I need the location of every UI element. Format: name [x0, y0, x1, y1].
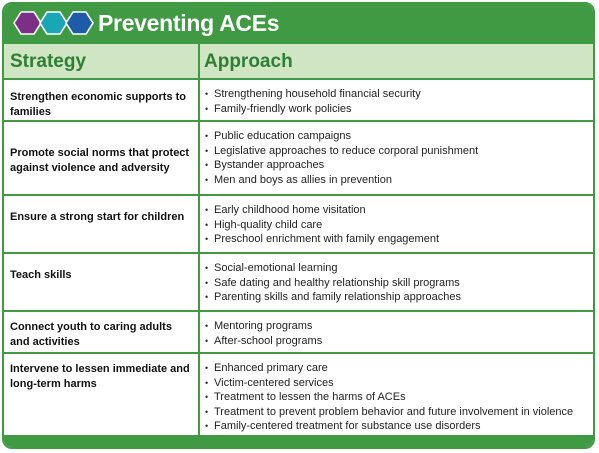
approach-item	[204, 87, 589, 102]
approach-item	[204, 334, 589, 349]
approach-text: Bystander approaches	[214, 159, 325, 171]
bullet-icon: •	[205, 160, 209, 170]
bullet-icon: •	[205, 377, 209, 388]
purple-hexagon-icon	[14, 12, 41, 34]
preventing-aces-card	[2, 2, 595, 449]
approach-text: Safe dating and healthy relationship skill programs	[214, 276, 460, 289]
approach-item	[204, 173, 589, 188]
bullet-icon: •	[205, 321, 209, 331]
bullet-icon: •	[205, 205, 209, 215]
approach-item	[204, 405, 589, 420]
bullet-icon: •	[205, 292, 209, 302]
bullet-icon: •	[205, 89, 209, 99]
approach-text: Victim-centered services	[214, 376, 334, 389]
table-row	[4, 354, 593, 437]
table-header-row	[4, 44, 593, 80]
approach-text: Treatment to prevent problem behavior and future involvement in violence	[214, 405, 574, 418]
strategy-cell: Strengthen economic supports to families	[10, 91, 187, 118]
bullet-icon: •	[205, 263, 209, 273]
column-divider	[198, 44, 200, 437]
bullet-icon: •	[205, 406, 209, 417]
approach-item	[204, 218, 589, 233]
table-row	[4, 254, 593, 312]
approach-list	[204, 261, 589, 305]
approach-list	[204, 203, 589, 247]
approach-item	[204, 129, 589, 144]
approach-item	[204, 376, 589, 391]
blue-hexagon-icon	[66, 12, 93, 34]
approach-list	[204, 319, 589, 348]
approach-item	[204, 102, 589, 117]
strategy-cell: Ensure a strong start for children	[10, 211, 185, 223]
approach-item	[204, 361, 589, 376]
approach-item	[204, 419, 589, 434]
approach-text: After-school programs	[214, 334, 323, 347]
bullet-icon: •	[205, 219, 209, 230]
table-row	[4, 80, 593, 122]
approach-list	[204, 87, 589, 116]
approach-item	[204, 203, 589, 218]
bullet-icon: •	[205, 234, 209, 244]
approach-item	[204, 319, 589, 334]
approach-item	[204, 390, 589, 405]
bullet-icon: •	[205, 421, 209, 431]
page-title: Preventing ACEs	[98, 10, 280, 36]
approach-text: Strengthening household financial security	[214, 88, 421, 100]
bullet-icon: •	[205, 335, 209, 346]
approach-text: Parenting skills and family relationship approaches	[214, 291, 462, 303]
bullet-icon: •	[205, 145, 209, 156]
strategy-cell: Intervene to lessen immediate and long-term harms	[10, 363, 190, 390]
table-row	[4, 122, 593, 196]
approach-item	[204, 261, 589, 276]
approach-column-header: Approach	[204, 51, 293, 72]
approach-text: Men and boys as allies in prevention	[214, 173, 392, 186]
approach-text: Social-emotional learning	[214, 262, 338, 274]
strategy-cell: Connect youth to caring adults and activities	[10, 321, 172, 348]
table-row	[4, 196, 593, 254]
bullet-icon: •	[205, 392, 209, 402]
bullet-icon: •	[205, 103, 209, 114]
bullet-icon: •	[205, 174, 209, 185]
approach-text: Family-friendly work policies	[214, 102, 352, 115]
approach-text: Family-centered treatment for substance use disorders	[214, 420, 481, 432]
bullet-icon: •	[205, 131, 209, 141]
strategy-column-header: Strategy	[10, 51, 87, 72]
approach-list	[204, 129, 589, 187]
approach-item	[204, 276, 589, 291]
title-bar	[4, 4, 593, 44]
approach-text: Enhanced primary care	[214, 362, 328, 374]
bullet-icon: •	[205, 277, 209, 288]
approach-item	[204, 290, 589, 305]
approach-item	[204, 144, 589, 159]
approach-text: Early childhood home visitation	[214, 204, 366, 216]
strategy-cell: Promote social norms that protect against violence and adversity	[10, 147, 190, 174]
approach-text: Preschool enrichment with family engagement	[214, 233, 440, 245]
approach-text: Treatment to lessen the harms of ACEs	[214, 391, 406, 403]
approach-text: Legislative approaches to reduce corporal punishment	[214, 144, 479, 157]
approach-item	[204, 158, 589, 173]
approach-text: Mentoring programs	[214, 320, 313, 332]
footer-bar	[4, 435, 593, 447]
approach-text: Public education campaigns	[214, 130, 351, 142]
table-row	[4, 312, 593, 354]
strategy-cell: Teach skills	[10, 269, 72, 281]
approach-list	[204, 361, 589, 434]
approach-item	[204, 232, 589, 247]
bullet-icon: •	[205, 363, 209, 373]
hexagon-logo-icon	[8, 8, 98, 38]
approach-text: High-quality child care	[214, 218, 323, 231]
teal-hexagon-icon	[40, 12, 67, 34]
